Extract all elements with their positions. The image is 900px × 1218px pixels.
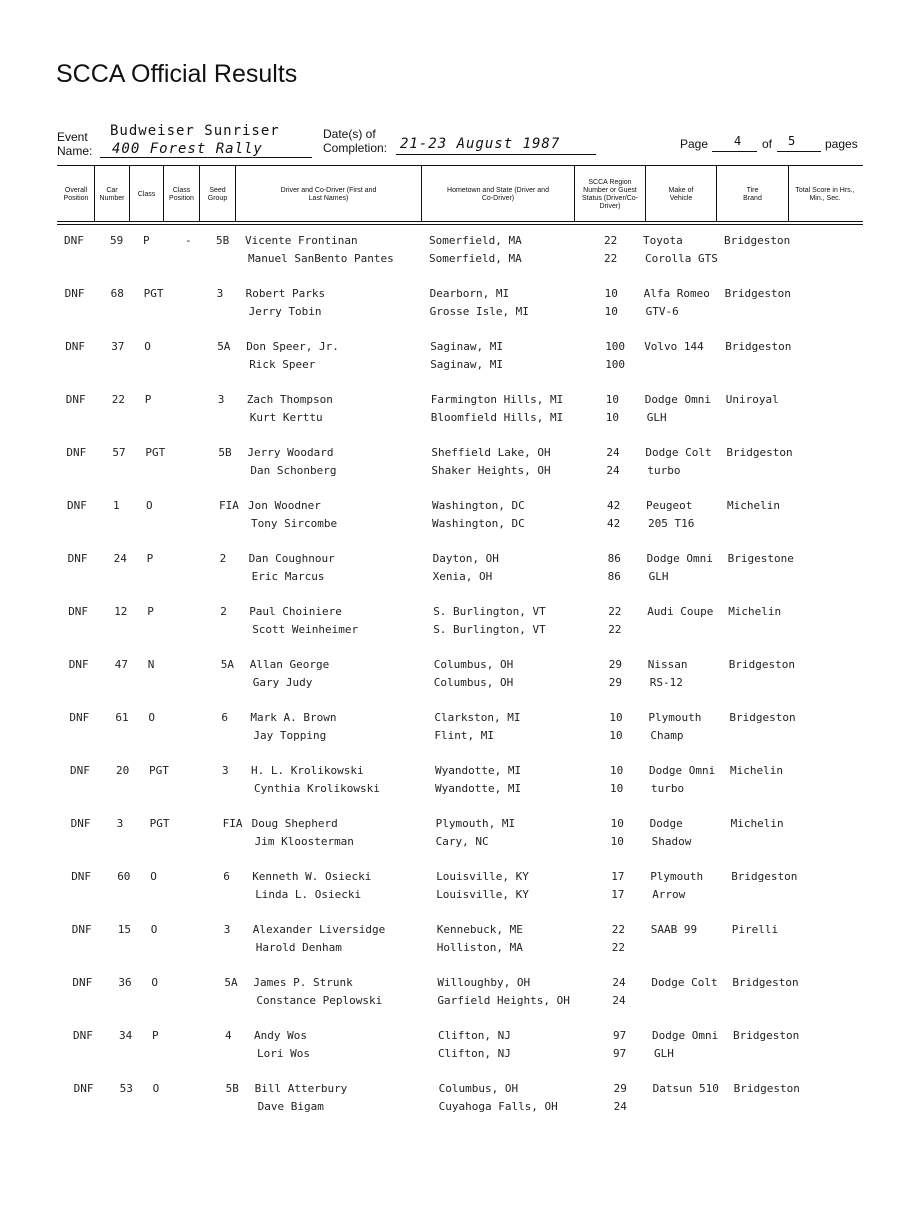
class: P <box>146 552 154 565</box>
page-total-underline <box>777 151 821 152</box>
codriver-name: Jim Kloosterman <box>254 835 354 848</box>
class: P <box>144 393 152 406</box>
driver-hometown: S. Burlington, VT <box>433 605 546 618</box>
codriver-region: 24 <box>612 994 626 1007</box>
car-number: 24 <box>113 552 127 565</box>
codriver-hometown: Holliston, MA <box>436 941 523 954</box>
driver-name: Dan Coughnour <box>248 552 335 565</box>
vehicle-model: 205 T16 <box>648 517 695 530</box>
driver-region: 86 <box>607 552 621 565</box>
driver-region: 29 <box>613 1082 627 1095</box>
driver-name: Doug Shepherd <box>251 817 338 830</box>
vehicle-make: Alfa Romeo <box>643 287 710 300</box>
tire-brand: Bridgeston <box>733 1029 800 1042</box>
col-header-seed-group: Seed Group <box>207 187 228 202</box>
seed-group: 4 <box>225 1029 232 1042</box>
driver-name: Jon Woodner <box>248 499 321 512</box>
car-number: 36 <box>118 976 132 989</box>
seed-group: FIA <box>219 499 239 512</box>
overall-position: DNF <box>64 287 85 300</box>
tire-brand: Bridgeston <box>729 711 796 724</box>
driver-name: Don Speer, Jr. <box>246 340 339 353</box>
vehicle-make: Dodge Omni <box>646 552 713 565</box>
driver-region: 22 <box>608 605 622 618</box>
driver-name: H. L. Krolikowski <box>251 764 364 777</box>
class: O <box>148 711 156 724</box>
tire-brand: Michelin <box>727 499 780 512</box>
tire-brand: Bridgeston <box>724 287 791 300</box>
table-row <box>0 232 900 272</box>
class: O <box>152 1082 160 1095</box>
overall-position: DNF <box>64 234 84 247</box>
page-of: of <box>762 137 773 151</box>
tire-brand: Bridgeston <box>724 234 791 247</box>
driver-region: 100 <box>605 340 626 353</box>
driver-name: Zach Thompson <box>246 393 333 406</box>
class: P <box>147 605 154 618</box>
vehicle-make: Audi Coupe <box>647 605 714 618</box>
codriver-region: 29 <box>608 676 623 689</box>
driver-name: Kenneth W. Osiecki <box>252 870 372 883</box>
table-row <box>0 550 900 590</box>
driver-region: 22 <box>611 923 626 936</box>
seed-group: 3 <box>216 287 224 300</box>
car-number: 57 <box>112 446 126 459</box>
codriver-hometown: Bloomfield Hills, MI <box>430 411 564 424</box>
overall-position: DNF <box>69 711 90 724</box>
driver-hometown: Louisville, KY <box>436 870 529 883</box>
codriver-hometown: Columbus, OH <box>433 676 514 689</box>
codriver-name: Linda L. Osiecki <box>255 888 362 901</box>
car-number: 34 <box>119 1029 133 1042</box>
event-name-label: Event Name: <box>57 130 93 158</box>
overall-position: DNF <box>73 1082 94 1095</box>
col-header-driver: Driver and Co-Driver (First and Last Names) <box>280 187 377 202</box>
page-label: Page <box>680 137 709 151</box>
driver-hometown: Sheffield Lake, OH <box>431 446 551 459</box>
class: PGT <box>149 817 170 830</box>
tire-brand: Michelin <box>730 764 783 777</box>
driver-name: Jerry Woodard <box>247 446 334 459</box>
codriver-region: 24 <box>613 1100 627 1113</box>
seed-group: 6 <box>223 870 230 883</box>
codriver-hometown: Xenia, OH <box>432 570 493 583</box>
driver-region: 22 <box>604 234 618 247</box>
class: PGT <box>149 764 169 777</box>
vehicle-model: GTV-6 <box>645 305 679 318</box>
page-total: 5 <box>788 134 796 148</box>
codriver-region: 10 <box>604 305 618 318</box>
vehicle-model: turbo <box>651 782 685 795</box>
tire-brand: Bridgeston <box>732 976 799 989</box>
driver-region: 10 <box>610 817 624 830</box>
vehicle-make: Peugeot <box>646 499 693 512</box>
driver-region: 10 <box>604 287 618 300</box>
driver-region: 17 <box>611 870 625 883</box>
col-header-total-score: Total Score in Hrs., Min., Sec. <box>795 187 855 202</box>
seed-group: 5B <box>216 234 230 247</box>
tire-brand: Bridgeston <box>731 870 798 883</box>
vehicle-model: GLH <box>648 570 669 583</box>
car-number: 12 <box>114 605 128 618</box>
tire-brand: Bridgeston <box>733 1082 800 1095</box>
driver-hometown: Plymouth, MI <box>435 817 516 830</box>
codriver-region: 22 <box>604 252 618 265</box>
driver-name: Vicente Frontinan <box>245 234 358 247</box>
seed-group: 5A <box>217 340 231 353</box>
codriver-name: Manuel SanBento Pantes <box>248 252 394 265</box>
class: O <box>150 870 157 883</box>
driver-name: James P. Strunk <box>253 976 353 989</box>
codriver-region: 24 <box>606 464 620 477</box>
codriver-hometown: Cuyahoga Falls, OH <box>438 1100 558 1113</box>
tire-brand: Bridgeston <box>728 658 796 671</box>
class: O <box>150 923 158 936</box>
driver-hometown: Wyandotte, MI <box>435 764 522 777</box>
table-row <box>0 868 900 908</box>
car-number: 47 <box>114 658 129 671</box>
overall-position: DNF <box>71 923 92 936</box>
codriver-region: 22 <box>608 623 622 636</box>
class: PGT <box>145 446 166 459</box>
car-number: 3 <box>116 817 124 830</box>
driver-hometown: Columbus, OH <box>433 658 514 671</box>
driver-region: 10 <box>609 711 623 724</box>
vehicle-model: GLH <box>646 411 667 424</box>
vehicle-model: GLH <box>654 1047 674 1060</box>
overall-position: DNF <box>70 764 90 777</box>
event-name-line2: 400 Forest Rally <box>112 141 263 157</box>
seed-group: 5A <box>220 658 235 671</box>
driver-name: Bill Atterbury <box>254 1082 348 1095</box>
tire-brand: Pirelli <box>731 923 779 936</box>
class: N <box>147 658 155 671</box>
codriver-region: 17 <box>611 888 625 901</box>
codriver-hometown: Louisville, KY <box>436 888 529 901</box>
codriver-name: Lori Wos <box>257 1047 310 1060</box>
seed-group: 5B <box>225 1082 239 1095</box>
dates-underline <box>396 154 596 155</box>
overall-position: DNF <box>70 817 91 830</box>
vehicle-make: Dodge Colt <box>645 446 712 459</box>
driver-name: Alexander Liversidge <box>252 923 386 936</box>
table-row <box>0 497 900 537</box>
codriver-hometown: Grosse Isle, MI <box>429 305 529 318</box>
driver-hometown: Clarkston, MI <box>434 711 521 724</box>
codriver-hometown: Flint, MI <box>434 729 494 742</box>
table-row <box>0 285 900 325</box>
codriver-name: Tony Sircombe <box>251 517 338 530</box>
table-row <box>0 656 900 696</box>
codriver-hometown: Shaker Heights, OH <box>431 464 551 477</box>
driver-hometown: Kennebuck, ME <box>436 923 523 936</box>
car-number: 15 <box>117 923 132 936</box>
seed-group: FIA <box>222 817 243 830</box>
codriver-region: 42 <box>607 517 621 530</box>
table-row <box>0 603 900 643</box>
codriver-name: Jay Topping <box>253 729 327 742</box>
seed-group: 3 <box>217 393 225 406</box>
table-row <box>0 391 900 431</box>
driver-region: 29 <box>608 658 623 671</box>
codriver-hometown: Garfield Heights, OH <box>437 994 570 1007</box>
codriver-name: Gary Judy <box>252 676 313 689</box>
vehicle-model: Arrow <box>652 888 686 901</box>
tire-brand: Uniroyal <box>725 393 779 406</box>
seed-group: 3 <box>222 764 229 777</box>
page-number-underline <box>712 151 757 152</box>
driver-hometown: Willoughby, OH <box>437 976 531 989</box>
driver-hometown: Saginaw, MI <box>430 340 504 353</box>
codriver-hometown: Somerfield, MA <box>429 252 522 265</box>
codriver-region: 100 <box>605 358 626 371</box>
overall-position: DNF <box>65 340 86 353</box>
vehicle-make: Datsun 510 <box>652 1082 719 1095</box>
table-row <box>0 709 900 749</box>
tire-brand: Brigestone <box>727 552 794 565</box>
overall-position: DNF <box>68 658 89 671</box>
table-row <box>0 444 900 484</box>
page-title: SCCA Official Results <box>56 60 298 88</box>
driver-name: Allan George <box>249 658 330 671</box>
driver-region: 24 <box>606 446 620 459</box>
tire-brand: Michelin <box>728 605 782 618</box>
col-header-car-number: Car Number <box>99 187 125 202</box>
driver-hometown: Columbus, OH <box>438 1082 519 1095</box>
codriver-hometown: S. Burlington, VT <box>433 623 546 636</box>
car-number: 53 <box>119 1082 133 1095</box>
car-number: 22 <box>111 393 126 406</box>
col-header-class: Class <box>137 191 156 198</box>
vehicle-make: Dodge Omni <box>652 1029 719 1042</box>
table-row <box>0 762 900 802</box>
driver-region: 97 <box>613 1029 627 1042</box>
codriver-hometown: Saginaw, MI <box>430 358 504 371</box>
vehicle-make: Nissan <box>647 658 688 671</box>
table-row <box>0 974 900 1014</box>
codriver-name: Eric Marcus <box>251 570 325 583</box>
codriver-region: 22 <box>611 941 626 954</box>
overall-position: DNF <box>71 870 92 883</box>
vehicle-model: Shadow <box>651 835 692 848</box>
seed-group: 2 <box>219 552 227 565</box>
driver-region: 10 <box>605 393 620 406</box>
driver-hometown: Somerfield, MA <box>429 234 522 247</box>
codriver-name: Jerry Tobin <box>248 305 322 318</box>
driver-region: 10 <box>610 764 624 777</box>
vehicle-make: Volvo 144 <box>644 340 704 353</box>
overall-position: DNF <box>72 976 93 989</box>
table-row <box>0 815 900 855</box>
vehicle-model: turbo <box>647 464 681 477</box>
driver-name: Robert Parks <box>245 287 326 300</box>
vehicle-model: RS-12 <box>649 676 683 689</box>
overall-position: DNF <box>65 393 86 406</box>
codriver-hometown: Wyandotte, MI <box>435 782 522 795</box>
class: O <box>151 976 159 989</box>
seed-group: 2 <box>220 605 227 618</box>
page-suffix: pages <box>825 137 858 151</box>
driver-hometown: Clifton, NJ <box>438 1029 511 1042</box>
seed-group: 5B <box>218 446 232 459</box>
codriver-name: Dave Bigam <box>257 1100 324 1113</box>
codriver-hometown: Clifton, NJ <box>438 1047 511 1060</box>
driver-name: Paul Choiniere <box>249 605 342 618</box>
codriver-region: 97 <box>613 1047 627 1060</box>
dates-label: Date(s) of Completion: <box>323 127 388 155</box>
car-number: 60 <box>117 870 131 883</box>
col-header-hometown: Hometown and State (Driver and Co-Driver) <box>447 187 549 202</box>
header-bottom-rule <box>57 221 863 222</box>
codriver-name: Cynthia Krolikowski <box>254 782 380 795</box>
col-header-region: SCCA Region Number or Guest Status (Driver/Co-Driver) <box>581 179 638 210</box>
vehicle-make: Toyota <box>643 234 683 247</box>
col-header-make: Make of Vehicle <box>668 187 694 202</box>
col-header-tire: Tire Brand <box>743 187 762 202</box>
table-row <box>0 1027 900 1067</box>
codriver-region: 10 <box>605 411 620 424</box>
header-top-rule <box>57 165 863 166</box>
codriver-hometown: Cary, NC <box>435 835 489 848</box>
col-header-overall-position: Overall Position <box>63 187 89 202</box>
vehicle-model: Corolla GTS <box>645 252 718 265</box>
vehicle-make: SAAB 99 <box>650 923 698 936</box>
car-number: 1 <box>113 499 120 512</box>
class: O <box>144 340 151 353</box>
tire-brand: Michelin <box>730 817 784 830</box>
class-position: - <box>185 234 192 247</box>
seed-group: 6 <box>221 711 229 724</box>
codriver-region: 10 <box>610 835 624 848</box>
vehicle-make: Plymouth <box>648 711 702 724</box>
class: PGT <box>143 287 164 300</box>
dates-value: 21-23 August 1987 <box>400 136 561 152</box>
table-row <box>0 921 900 961</box>
vehicle-make: Dodge Omni <box>644 393 712 406</box>
driver-hometown: Dayton, OH <box>432 552 499 565</box>
event-underline <box>100 157 312 158</box>
seed-group: 3 <box>223 923 231 936</box>
overall-position: DNF <box>73 1029 93 1042</box>
vehicle-make: Dodge <box>649 817 683 830</box>
page-number: 4 <box>734 134 742 148</box>
overall-position: DNF <box>67 499 87 512</box>
car-number: 59 <box>110 234 124 247</box>
car-number: 20 <box>116 764 130 777</box>
car-number: 61 <box>115 711 129 724</box>
driver-name: Mark A. Brown <box>250 711 337 724</box>
codriver-name: Constance Peplowski <box>256 994 383 1007</box>
codriver-name: Scott Weinheimer <box>252 623 359 636</box>
overall-position: DNF <box>66 446 87 459</box>
vehicle-make: Plymouth <box>650 870 704 883</box>
tire-brand: Bridgeston <box>725 340 792 353</box>
overall-position: DNF <box>68 605 89 618</box>
seed-group: 5A <box>224 976 238 989</box>
codriver-hometown: Washington, DC <box>432 517 525 530</box>
vehicle-make: Dodge Omni <box>649 764 716 777</box>
class: P <box>143 234 150 247</box>
driver-region: 42 <box>607 499 621 512</box>
event-name-line1: Budweiser Sunriser <box>110 123 280 139</box>
driver-hometown: Dearborn, MI <box>429 287 510 300</box>
codriver-name: Harold Denham <box>255 941 342 954</box>
driver-region: 24 <box>612 976 626 989</box>
car-number: 37 <box>111 340 125 353</box>
car-number: 68 <box>110 287 124 300</box>
table-row <box>0 338 900 378</box>
vehicle-model: Champ <box>650 729 684 742</box>
overall-position: DNF <box>67 552 88 565</box>
table-row <box>0 1080 900 1120</box>
codriver-name: Rick Speer <box>249 358 316 371</box>
driver-name: Andy Wos <box>254 1029 307 1042</box>
codriver-name: Dan Schonberg <box>250 464 337 477</box>
driver-hometown: Farmington Hills, MI <box>430 393 564 406</box>
codriver-region: 86 <box>607 570 621 583</box>
class: P <box>152 1029 159 1042</box>
vehicle-make: Dodge Colt <box>651 976 718 989</box>
codriver-region: 10 <box>609 729 623 742</box>
class: O <box>146 499 153 512</box>
codriver-region: 10 <box>610 782 624 795</box>
codriver-name: Kurt Kerttu <box>249 411 323 424</box>
header-bottom-rule-2 <box>57 224 863 225</box>
driver-hometown: Washington, DC <box>432 499 525 512</box>
tire-brand: Bridgeston <box>726 446 793 459</box>
col-header-class-position: Class Position <box>169 187 194 202</box>
